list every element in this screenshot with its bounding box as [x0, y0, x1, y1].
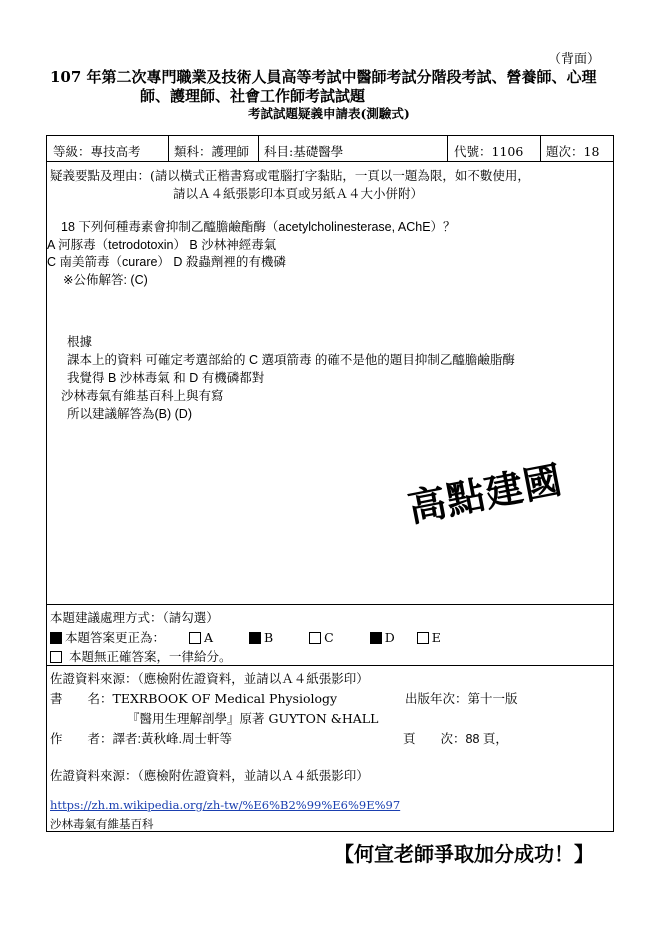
wikipedia-link[interactable]: https://zh.m.wikipedia.org/zh-tw/%E6%B2%99%E6%9E%97 [50, 798, 401, 812]
option-d-checkbox[interactable] [370, 632, 382, 644]
change-answer-label: 本題答案更正為： [65, 630, 166, 645]
official-answer: ※公佈解答: (C) [63, 273, 148, 287]
question-options-cd: C 南美箭毒（curare） D 殺蟲劑裡的有機磷 [47, 255, 286, 269]
answer-change-row [50, 628, 441, 646]
subject-cell: 科目:基礎醫學 [264, 144, 344, 159]
page-value: 88 頁， [465, 732, 508, 746]
stamp-text: 高點建國 [404, 457, 567, 531]
option-b-checkbox[interactable] [249, 632, 261, 644]
option-e-label: E [431, 630, 441, 645]
reasoning-line2: 課本上的資料 可確定考選部給的 C 選項箭毒 的確不是他的題目抑制乙醯膽鹼脂酶 [67, 353, 515, 367]
no-answer-row [50, 647, 232, 665]
divider [540, 136, 541, 161]
question-options-ab: A 河豚毒（tetrodotoxin） B 沙林神經毒氣 [47, 238, 277, 252]
option-c-checkbox[interactable] [309, 632, 321, 644]
reference1-heading: 佐證資料來源：（應檢附佐證資料，並請以Ａ４紙張影印） [50, 671, 369, 686]
category-cell: 類科：護理師 [174, 144, 250, 159]
book-label: 書 名： [50, 691, 113, 706]
row-divider [47, 161, 613, 162]
edition-value: 第十一版 [467, 692, 518, 706]
option-d-label: D [384, 630, 395, 645]
change-answer-checkbox[interactable] [50, 632, 62, 644]
page-side-label: （背面） [548, 52, 601, 67]
option-b-label: B [263, 630, 274, 645]
page-row [403, 729, 508, 747]
option-a-checkbox[interactable] [189, 632, 201, 644]
reasoning-line4: 沙林毒氣有維基百科上與有寫 [61, 389, 224, 403]
edition-label: 出版年次： [405, 691, 468, 706]
divider [258, 136, 259, 161]
book-subtitle: 『醫用生理解剖學』原著 GUYTON &HALL [127, 711, 379, 726]
author-value: 譯者:黃秋峰.周士軒等 [112, 732, 232, 746]
option-c-label: C [324, 630, 334, 645]
code-cell: 代號：1106 [454, 144, 524, 159]
book-title: TEXRBOOK OF Medical Physiology [112, 691, 338, 706]
instruction-line2: 請以Ａ４紙張影印本頁或另紙Ａ４大小併附） [173, 186, 424, 201]
question-stem: 18 下列何種毒素會抑制乙醯膽鹼酯酶（acetylcholinesterase, AChE）？ [61, 220, 456, 234]
no-correct-answer-checkbox[interactable] [50, 651, 62, 663]
author-row [50, 729, 232, 747]
form-subtitle: 考試試題疑義申請表(測驗式) [248, 106, 410, 121]
book-title-row [50, 689, 337, 707]
question-number-cell: 題次：18 [546, 144, 600, 159]
footer-banner: 【何宣老師爭取加分成功！】 [334, 842, 594, 866]
exam-title-line2: 師、護理師、社會工作師考試試題 [140, 87, 366, 105]
level-cell: 等級：專技高考 [53, 144, 141, 159]
option-e-checkbox[interactable] [417, 632, 429, 644]
divider [447, 136, 448, 161]
instruction-line1: 疑義要點及理由：(請以橫式正楷書寫或電腦打字黏貼，一頁以一題為限，如不數使用， [50, 168, 530, 183]
no-correct-answer-label: 本題無正確答案，一律給分。 [68, 649, 232, 664]
exam-title-line1: 107 年第二次專門職業及技術人員高等考試中醫師考試分階段考試、營養師、心理 [50, 68, 597, 86]
page-label: 頁 次： [403, 731, 466, 746]
row-divider [47, 604, 613, 605]
reasoning-line5: 所以建議解答為(B) (D) [67, 407, 192, 421]
reference2-heading: 佐證資料來源：（應檢附佐證資料，並請以Ａ４紙張影印） [50, 768, 369, 783]
row-divider [47, 665, 613, 666]
reference2-note: 沙林毒氣有維基百科 [50, 819, 154, 831]
reasoning-line3: 我覺得 B 沙林毒氣 和 D 有機磷都對 [67, 371, 265, 385]
divider [168, 136, 169, 161]
suggestion-heading: 本題建議處理方式：（請勾選） [50, 610, 219, 625]
author-label: 作 者： [50, 731, 113, 746]
reasoning-line1: 根據 [67, 335, 93, 349]
option-a-label: A [203, 630, 214, 645]
edition-row [405, 689, 518, 707]
